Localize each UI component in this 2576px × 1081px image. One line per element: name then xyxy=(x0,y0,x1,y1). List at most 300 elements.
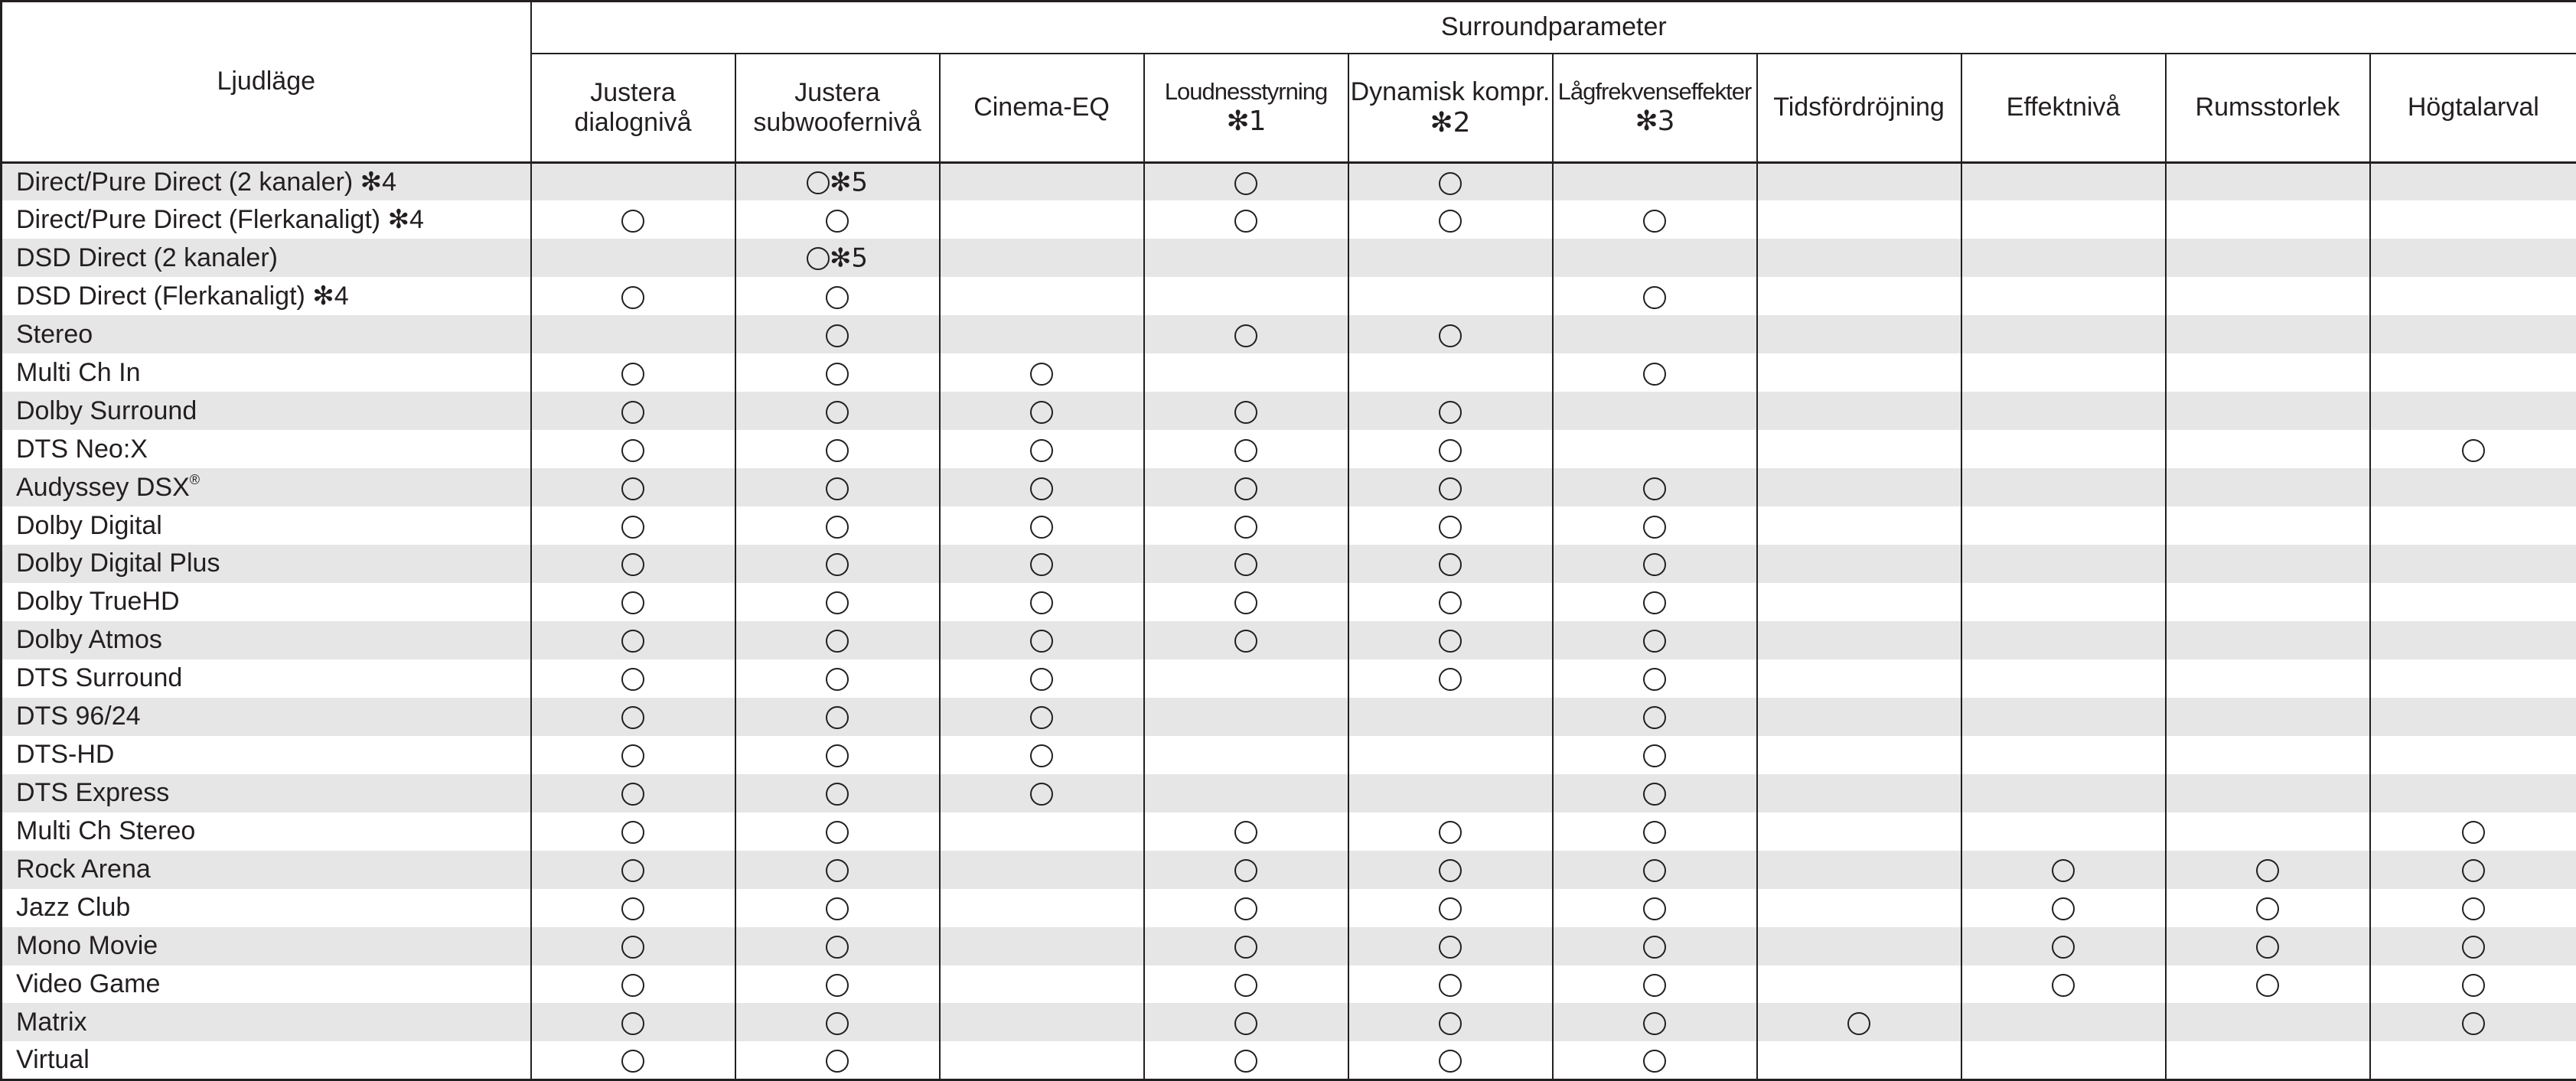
sound-mode-label: Mono Movie xyxy=(16,930,158,960)
supported-circle-icon xyxy=(2052,936,2075,959)
supported-circle-icon xyxy=(1643,859,1666,882)
parameter-cell xyxy=(940,621,1144,659)
supported-circle-icon xyxy=(621,936,644,959)
supported-circle-icon xyxy=(1234,553,1257,576)
supported-circle-icon xyxy=(621,516,644,539)
parameter-cell xyxy=(1348,1003,1553,1041)
parameter-cell xyxy=(531,698,735,736)
parameter-cell xyxy=(2370,698,2576,736)
sound-mode-label: Audyssey DSX xyxy=(16,472,190,502)
sound-mode-label: Virtual xyxy=(16,1045,90,1075)
parameter-cell xyxy=(2370,965,2576,1004)
sound-mode-cell xyxy=(2,889,531,927)
supported-circle-icon xyxy=(1439,210,1462,233)
parameter-cell xyxy=(1757,315,1961,353)
sound-mode-cell xyxy=(2,698,531,736)
table-row xyxy=(2,812,2576,851)
parameter-cell xyxy=(940,1041,1144,1079)
supported-circle-icon xyxy=(2052,897,2075,920)
parameter-cell xyxy=(2370,812,2576,851)
parameter-cell xyxy=(1961,506,2166,545)
table-row xyxy=(2,506,2576,545)
parameter-cell xyxy=(735,468,940,506)
parameter-cell xyxy=(531,1041,735,1079)
parameter-cell xyxy=(1348,468,1553,506)
parameter-cell xyxy=(2166,200,2370,239)
supported-circle-icon xyxy=(621,974,644,997)
parameter-cell xyxy=(1961,353,2166,392)
sound-mode-label: Dolby Surround xyxy=(16,396,197,425)
supported-circle-icon xyxy=(621,591,644,614)
parameter-cell xyxy=(1961,889,2166,927)
sound-mode-label: Video Game xyxy=(16,969,161,998)
column-header-label: Dynamisk kompr. xyxy=(1350,77,1550,106)
parameter-cell xyxy=(1553,239,1757,277)
supported-circle-icon xyxy=(1030,439,1053,462)
supported-circle-icon xyxy=(2462,936,2485,959)
supported-circle-icon xyxy=(1439,553,1462,576)
parameter-cell xyxy=(1348,736,1553,774)
parameter-cell xyxy=(1553,353,1757,392)
parameter-cell xyxy=(531,163,735,201)
supported-circle-icon xyxy=(826,897,849,920)
supported-circle-icon xyxy=(1439,172,1462,195)
parameter-cell xyxy=(1348,239,1553,277)
sound-mode-label: Matrix xyxy=(16,1007,87,1037)
parameter-cell xyxy=(735,583,940,621)
supported-circle-icon xyxy=(1439,591,1462,614)
supported-circle-icon xyxy=(1643,1050,1666,1073)
supported-circle-icon xyxy=(1439,439,1462,462)
parameter-cell xyxy=(531,774,735,812)
column-header-label: Effektnivå xyxy=(2006,93,2121,122)
column-header-label: Högtalarval xyxy=(2407,93,2539,122)
sound-mode-cell xyxy=(2,163,531,201)
parameter-cell xyxy=(1348,889,1553,927)
parameter-cell xyxy=(1757,468,1961,506)
sound-mode-cell xyxy=(2,851,531,889)
sound-mode-cell xyxy=(2,239,531,277)
sound-mode-cell xyxy=(2,468,531,506)
column-header xyxy=(940,54,1144,163)
column-header-label: Justera dialognivå xyxy=(574,77,692,137)
parameter-cell xyxy=(1348,621,1553,659)
column-header xyxy=(531,54,735,163)
parameter-cell xyxy=(1757,545,1961,583)
parameter-cell xyxy=(1144,315,1348,353)
cell-footnote-marker: ✻5 xyxy=(829,167,869,198)
parameter-cell xyxy=(2370,430,2576,468)
supported-circle-icon xyxy=(826,630,849,653)
sound-mode-cell xyxy=(2,659,531,698)
supported-circle-icon xyxy=(1030,744,1053,767)
parameter-cell xyxy=(1348,315,1553,353)
column-header xyxy=(1961,54,2166,163)
sound-mode-label: DTS 96/24 xyxy=(16,702,141,731)
parameter-cell xyxy=(1961,468,2166,506)
parameter-cell xyxy=(1348,1041,1553,1079)
parameter-cell xyxy=(940,468,1144,506)
parameter-cell xyxy=(940,1003,1144,1041)
parameter-cell xyxy=(940,736,1144,774)
parameter-cell xyxy=(1348,583,1553,621)
supported-circle-icon xyxy=(1030,516,1053,539)
parameter-cell xyxy=(735,889,940,927)
parameter-cell xyxy=(735,315,940,353)
table-row xyxy=(2,200,2576,239)
table-row xyxy=(2,392,2576,430)
supported-circle-icon xyxy=(1439,668,1462,691)
supported-circle-icon xyxy=(1643,477,1666,500)
parameter-cell xyxy=(735,163,940,201)
parameter-cell xyxy=(735,1041,940,1079)
supported-circle-icon xyxy=(826,706,849,729)
parameter-cell xyxy=(2166,812,2370,851)
supported-circle-icon xyxy=(621,706,644,729)
parameter-cell xyxy=(735,965,940,1004)
parameter-cell xyxy=(1961,659,2166,698)
supported-circle-icon xyxy=(1234,859,1257,882)
parameter-cell xyxy=(1961,200,2166,239)
parameter-cell xyxy=(1144,698,1348,736)
supported-circle-icon xyxy=(1234,591,1257,614)
supported-circle-icon xyxy=(1030,591,1053,614)
parameter-cell xyxy=(1553,621,1757,659)
parameter-cell xyxy=(1961,698,2166,736)
supported-circle-icon xyxy=(1439,324,1462,347)
sound-mode-cell xyxy=(2,965,531,1004)
parameter-cell xyxy=(1144,163,1348,201)
supported-circle-icon xyxy=(1643,591,1666,614)
parameter-cell xyxy=(1553,315,1757,353)
table-row xyxy=(2,889,2576,927)
parameter-cell xyxy=(1553,1041,1757,1079)
parameter-cell xyxy=(940,239,1144,277)
supported-circle-icon xyxy=(1234,324,1257,347)
supported-circle-icon xyxy=(826,668,849,691)
parameter-cell xyxy=(1553,277,1757,315)
supported-circle-icon xyxy=(1643,286,1666,309)
parameter-cell xyxy=(1757,583,1961,621)
supported-circle-icon xyxy=(1643,516,1666,539)
parameter-cell xyxy=(531,468,735,506)
supported-circle-icon xyxy=(1643,783,1666,806)
supported-circle-icon xyxy=(1643,821,1666,844)
table-row xyxy=(2,163,2576,201)
parameter-cell xyxy=(940,889,1144,927)
sound-mode-cell xyxy=(2,774,531,812)
parameter-cell xyxy=(1961,1041,2166,1079)
parameter-cell xyxy=(2370,736,2576,774)
parameter-cell xyxy=(1961,965,2166,1004)
column-header xyxy=(1144,54,1348,163)
supported-circle-icon xyxy=(1439,974,1462,997)
parameter-cell xyxy=(2166,353,2370,392)
sound-mode-label: DTS Neo:X xyxy=(16,434,148,464)
parameter-cell xyxy=(1348,506,1553,545)
column-footnote-marker: ✻2 xyxy=(1430,106,1471,138)
supported-circle-icon xyxy=(1030,401,1053,424)
parameter-cell xyxy=(1757,1003,1961,1041)
supported-circle-icon xyxy=(2462,821,2485,844)
supported-circle-icon xyxy=(621,210,644,233)
parameter-cell xyxy=(1348,851,1553,889)
parameter-cell xyxy=(1144,1003,1348,1041)
supported-circle-icon xyxy=(1030,783,1053,806)
supported-circle-icon xyxy=(2462,897,2485,920)
parameter-cell xyxy=(2370,545,2576,583)
sound-mode-label: Direct/Pure Direct (2 kanaler) ✻4 xyxy=(16,167,397,197)
parameter-cell xyxy=(2370,1041,2576,1079)
parameter-cell xyxy=(1144,200,1348,239)
parameter-cell xyxy=(735,545,940,583)
parameter-cell xyxy=(735,239,940,277)
supported-circle-icon xyxy=(826,783,849,806)
sound-mode-label: DTS Surround xyxy=(16,663,183,693)
table-row xyxy=(2,277,2576,315)
parameter-cell xyxy=(1961,736,2166,774)
table-row xyxy=(2,621,2576,659)
parameter-cell xyxy=(1553,965,1757,1004)
parameter-cell xyxy=(531,239,735,277)
parameter-cell xyxy=(2166,545,2370,583)
parameter-cell xyxy=(1757,698,1961,736)
parameter-cell xyxy=(2166,506,2370,545)
parameter-cell xyxy=(735,277,940,315)
parameter-cell xyxy=(531,851,735,889)
surround-parameter-group-header: Surroundparameter xyxy=(531,2,2576,54)
supported-circle-icon xyxy=(1234,477,1257,500)
sound-mode-label: Dolby TrueHD xyxy=(16,587,180,617)
sound-mode-label: Multi Ch In xyxy=(16,357,141,387)
registered-mark: ® xyxy=(189,471,201,487)
supported-circle-icon xyxy=(621,553,644,576)
parameter-cell xyxy=(1348,200,1553,239)
parameter-cell xyxy=(1553,200,1757,239)
supported-circle-icon xyxy=(826,859,849,882)
sound-mode-label: DSD Direct (Flerkanaligt) ✻4 xyxy=(16,281,349,311)
parameter-cell xyxy=(1757,851,1961,889)
parameter-cell xyxy=(735,774,940,812)
parameter-cell xyxy=(2370,392,2576,430)
supported-circle-icon xyxy=(2462,439,2485,462)
parameter-cell xyxy=(2166,965,2370,1004)
column-header-label: Rumsstorlek xyxy=(2195,93,2340,122)
parameter-cell xyxy=(531,621,735,659)
parameter-cell xyxy=(1348,392,1553,430)
parameter-cell xyxy=(1961,430,2166,468)
sound-mode-label: DTS-HD xyxy=(16,740,115,770)
supported-circle-icon xyxy=(826,439,849,462)
supported-circle-icon xyxy=(1234,401,1257,424)
parameter-cell xyxy=(2166,659,2370,698)
parameter-cell xyxy=(1553,927,1757,965)
supported-circle-icon xyxy=(1847,1012,1870,1035)
parameter-cell xyxy=(940,277,1144,315)
supported-circle-icon xyxy=(826,210,849,233)
parameter-cell xyxy=(1144,468,1348,506)
table-row xyxy=(2,583,2576,621)
supported-circle-icon xyxy=(1439,936,1462,959)
table-row xyxy=(2,851,2576,889)
parameter-cell xyxy=(1553,659,1757,698)
parameter-cell xyxy=(1144,774,1348,812)
parameter-cell xyxy=(2370,506,2576,545)
supported-circle-icon xyxy=(1643,210,1666,233)
supported-circle-icon xyxy=(1234,516,1257,539)
supported-circle-icon xyxy=(826,553,849,576)
supported-circle-icon xyxy=(621,1050,644,1073)
parameter-cell xyxy=(1553,774,1757,812)
supported-circle-icon xyxy=(1030,706,1053,729)
parameter-cell xyxy=(1348,965,1553,1004)
supported-circle-icon xyxy=(1030,363,1053,386)
parameter-cell xyxy=(1757,163,1961,201)
parameter-cell xyxy=(735,812,940,851)
parameter-cell xyxy=(2370,889,2576,927)
parameter-cell xyxy=(2370,927,2576,965)
parameter-cell xyxy=(1961,851,2166,889)
parameter-cell xyxy=(1144,239,1348,277)
supported-circle-icon xyxy=(1439,897,1462,920)
sound-mode-label: Multi Ch Stereo xyxy=(16,816,196,846)
sound-mode-cell xyxy=(2,736,531,774)
column-header-label: Cinema-EQ xyxy=(973,93,1110,122)
supported-circle-icon xyxy=(1439,1050,1462,1073)
parameter-cell xyxy=(2166,239,2370,277)
supported-circle-icon xyxy=(1030,477,1053,500)
parameter-cell xyxy=(531,736,735,774)
parameter-cell xyxy=(735,506,940,545)
parameter-cell xyxy=(735,698,940,736)
parameter-cell xyxy=(2166,163,2370,201)
parameter-cell xyxy=(1757,392,1961,430)
table-row xyxy=(2,774,2576,812)
parameter-cell xyxy=(1961,621,2166,659)
parameter-cell xyxy=(1144,736,1348,774)
parameter-cell xyxy=(2166,851,2370,889)
parameter-cell xyxy=(1553,812,1757,851)
parameter-cell xyxy=(531,545,735,583)
parameter-cell xyxy=(1144,392,1348,430)
parameter-cell xyxy=(940,583,1144,621)
sound-mode-cell xyxy=(2,545,531,583)
column-header-label: Lågfrekvenseffekter xyxy=(1557,78,1752,106)
parameter-cell xyxy=(531,927,735,965)
column-header xyxy=(1348,54,1553,163)
sound-mode-cell xyxy=(2,1041,531,1079)
column-footnote-marker: ✻1 xyxy=(1226,106,1266,138)
sound-mode-label: Jazz Club xyxy=(16,893,131,923)
parameter-cell xyxy=(2370,468,2576,506)
parameter-cell xyxy=(1553,430,1757,468)
column-header xyxy=(1553,54,1757,163)
table-row xyxy=(2,965,2576,1004)
parameter-cell xyxy=(2166,736,2370,774)
table-row xyxy=(2,659,2576,698)
parameter-cell xyxy=(1144,506,1348,545)
parameter-cell xyxy=(1961,315,2166,353)
parameter-cell xyxy=(1348,277,1553,315)
parameter-cell xyxy=(2166,774,2370,812)
supported-circle-icon xyxy=(1234,821,1257,844)
parameter-cell xyxy=(2166,430,2370,468)
parameter-cell xyxy=(1144,621,1348,659)
parameter-cell xyxy=(735,659,940,698)
parameter-cell xyxy=(531,392,735,430)
parameter-cell xyxy=(1348,927,1553,965)
parameter-cell xyxy=(940,812,1144,851)
supported-circle-icon xyxy=(1643,553,1666,576)
parameter-cell xyxy=(1144,430,1348,468)
sound-mode-cell xyxy=(2,927,531,965)
supported-circle-icon xyxy=(2052,859,2075,882)
parameter-cell xyxy=(2166,277,2370,315)
supported-circle-icon xyxy=(2256,897,2279,920)
parameter-cell xyxy=(940,659,1144,698)
supported-circle-icon xyxy=(2462,1012,2485,1035)
supported-circle-icon xyxy=(807,171,830,194)
supported-circle-icon xyxy=(826,516,849,539)
supported-circle-icon xyxy=(1234,439,1257,462)
parameter-cell xyxy=(1144,583,1348,621)
parameter-cell xyxy=(940,698,1144,736)
parameter-cell xyxy=(1961,583,2166,621)
parameter-cell xyxy=(1348,698,1553,736)
parameter-cell xyxy=(940,545,1144,583)
supported-circle-icon xyxy=(1030,668,1053,691)
parameter-cell xyxy=(2370,239,2576,277)
parameter-cell xyxy=(2370,1003,2576,1041)
sound-mode-cell xyxy=(2,392,531,430)
parameter-cell xyxy=(940,965,1144,1004)
parameter-cell xyxy=(1553,163,1757,201)
column-header xyxy=(2370,54,2576,163)
column-header xyxy=(1757,54,1961,163)
sound-mode-label: Dolby Digital xyxy=(16,510,162,540)
parameter-cell xyxy=(1757,812,1961,851)
parameter-cell xyxy=(2370,277,2576,315)
parameter-cell xyxy=(531,659,735,698)
supported-circle-icon xyxy=(826,821,849,844)
supported-circle-icon xyxy=(1234,630,1257,653)
parameter-cell xyxy=(1553,468,1757,506)
supported-circle-icon xyxy=(621,286,644,309)
parameter-cell xyxy=(1961,545,2166,583)
sound-mode-cell xyxy=(2,812,531,851)
table-row xyxy=(2,315,2576,353)
sound-mode-cell xyxy=(2,200,531,239)
supported-circle-icon xyxy=(826,477,849,500)
supported-circle-icon xyxy=(826,936,849,959)
sound-mode-cell xyxy=(2,583,531,621)
parameter-cell xyxy=(1144,353,1348,392)
supported-circle-icon xyxy=(1643,974,1666,997)
sound-mode-label: Dolby Atmos xyxy=(16,625,162,655)
parameter-cell xyxy=(1348,163,1553,201)
sound-mode-label: Dolby Digital Plus xyxy=(16,549,220,578)
parameter-cell xyxy=(1757,506,1961,545)
parameter-cell xyxy=(1144,965,1348,1004)
sound-mode-cell xyxy=(2,621,531,659)
parameter-cell xyxy=(1144,659,1348,698)
parameter-cell xyxy=(1757,277,1961,315)
supported-circle-icon xyxy=(1030,630,1053,653)
parameter-cell xyxy=(940,430,1144,468)
supported-circle-icon xyxy=(621,897,644,920)
supported-circle-icon xyxy=(1234,1012,1257,1035)
parameter-cell xyxy=(531,430,735,468)
